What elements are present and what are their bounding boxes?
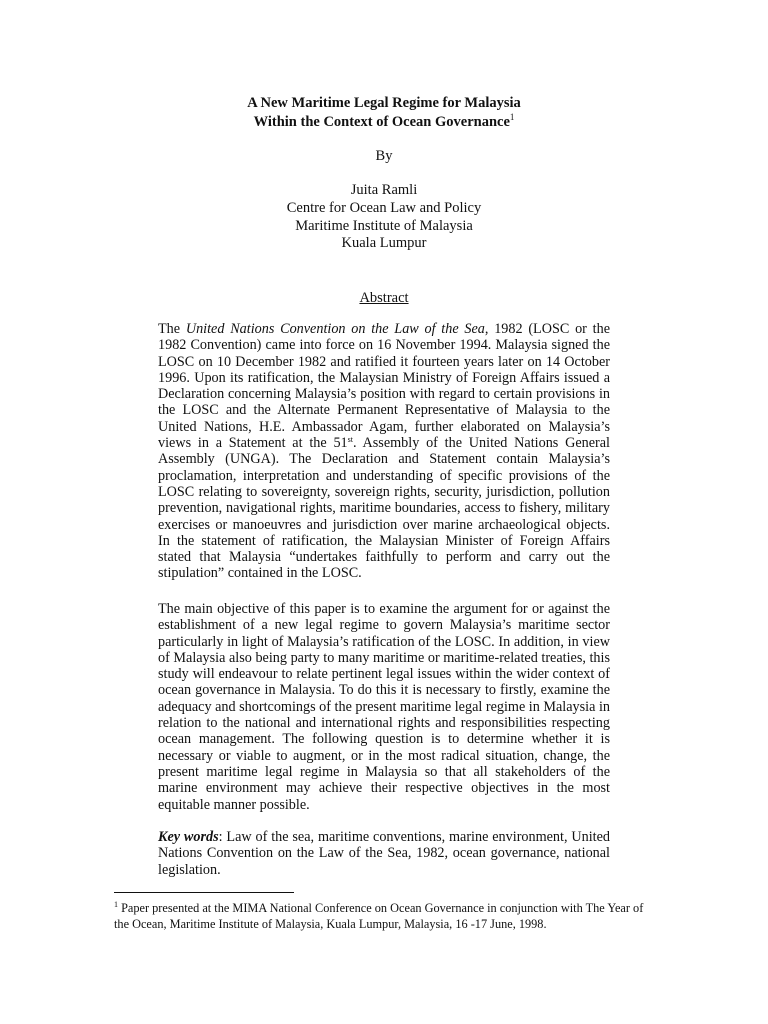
author-block	[0, 182, 768, 253]
paper-title	[0, 94, 768, 132]
title-footnote-mark: 1	[509, 112, 515, 122]
p1-part2: . Assembly of the United Nations General Assembly (UNGA). The Declaration and Statement contain Malaysia’s proclamation, interpretation and understanding of specific provisions of the LOSC relating to sovereignty, sovereign rights, security, jurisdiction, pollution prevention, navigational rights, maritime boundaries, access to fishery, military exercises or manoeuvres and jurisdiction over marine archaeological objects. In the statement of ratification, the Malaysian Minister of Foreign Affairs stated that Malaysia “undertakes faithfully to perform and carry out the stipulation” contained in the LOSC.	[158, 435, 610, 582]
abstract-heading: Abstract	[359, 290, 409, 306]
keywords-paragraph	[158, 829, 610, 878]
keywords-text: : Law of the sea, maritime conventions, marine environment, United Nations Convention on the Law of the Sea, 1982, ocean governance, national legislation.	[158, 829, 611, 878]
author-affiliation-1: Centre for Ocean Law and Policy	[286, 199, 482, 216]
abstract-paragraph-2	[158, 601, 610, 813]
byline: By	[375, 148, 393, 164]
footnote	[114, 900, 654, 932]
author-affiliation-2: Maritime Institute of Malaysia	[295, 217, 473, 234]
footnote-mark: 1	[114, 900, 118, 909]
keywords-label: Key words	[158, 829, 219, 845]
title-line-2-text: Within the Context of Ocean Governance	[253, 114, 510, 130]
title-line-1: A New Maritime Legal Regime for Malaysia	[247, 95, 521, 111]
abstract-paragraph-1	[158, 321, 610, 582]
p2-text: The main objective of this paper is to examine the argument for or against the establishment of a new legal regime to govern Malaysia’s maritime sector particularly in light of Malaysia’s ratification of the LOSC. In addition, in view of Malaysia also being party to many maritime or maritime-related treaties, this study will endeavour to relate pertinent legal issues within the wider context of ocean governance in Malaysia. To do this it is necessary to firstly, examine the adequacy and shortcomings of the present maritime legal regime in Malaysia in relation to the national and international rights and responsibilities respecting ocean management. The following question is to determine whether it is necessary or viable to augment, or in the most radical situation, change, the present maritime legal regime in Malaysia so that all stakeholders of the marine environment may achieve their respective objectives in the most equitable manner possible.	[158, 601, 610, 813]
footnote-divider	[114, 892, 294, 893]
p1-part1: , 1982 (LOSC or the 1982 Convention) came into force on 16 November 1994. Malaysia signed the LOSC on 10 December 1982 and ratified it fourteen years later on 14 October 1996. Upon its ratification, the Malaysian Ministry of Foreign Affairs issued a Declaration concerning Malaysia’s position with regard to certain provisions in the LOSC and the Alternate Permanent Representative of Malaysia to the United Nations, H.E. Ambassador Agam, further elaborated on Malaysia’s views in a Statement at the 51	[158, 321, 610, 452]
p1-ordinal: st	[347, 435, 353, 445]
author-name: Juita Ramli	[350, 182, 418, 198]
author-location: Kuala Lumpur	[341, 235, 427, 252]
footnote-text: Paper presented at the MIMA National Conference on Ocean Governance in conjunction with The Year of the Ocean, Maritime Institute of Malaysia, Kuala Lumpur, Malaysia, 16 -17 June, 1998.	[114, 901, 644, 931]
title-line-2	[0, 113, 768, 132]
p1-treaty-title: United Nations Convention on the Law of the Sea	[185, 321, 485, 337]
p1-lead: The	[158, 321, 186, 337]
